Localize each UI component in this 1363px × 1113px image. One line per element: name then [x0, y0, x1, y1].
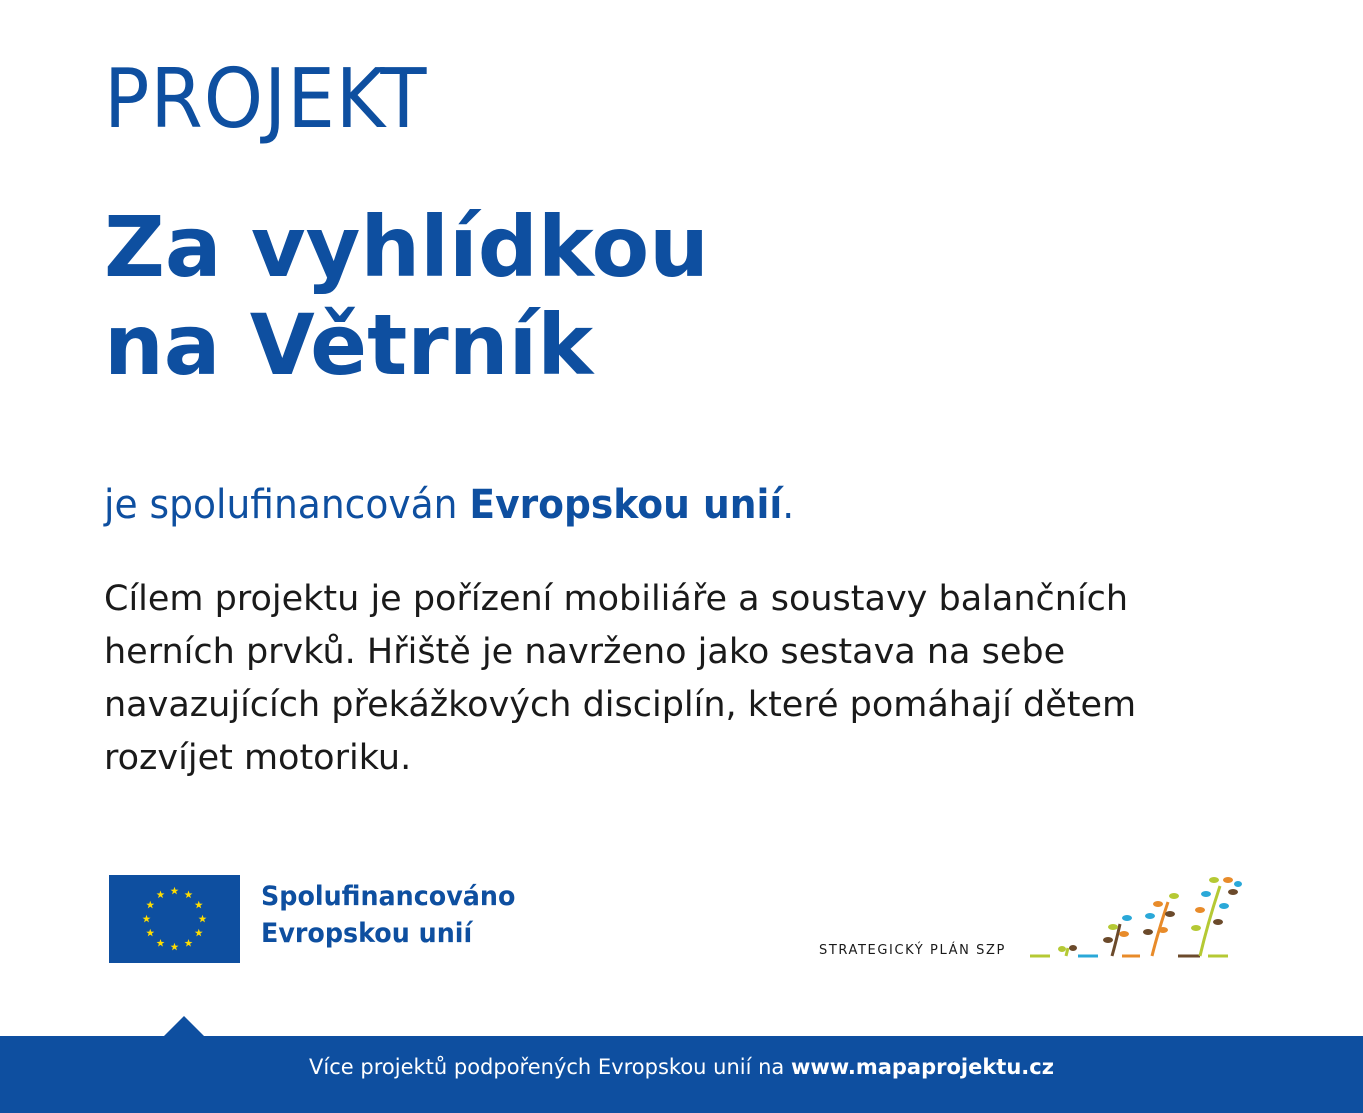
project-description: [104, 573, 1224, 785]
eu-star: [195, 929, 203, 937]
eu-star: [143, 915, 151, 923]
eu-star: [171, 887, 179, 895]
description-line: navazujících překážkových disciplín, které pomáhají dětem: [104, 685, 1137, 725]
cofinancing-prefix: je spolufinancován: [104, 482, 470, 528]
eu-cofinanced-label: [261, 878, 515, 952]
eu-star: [185, 891, 193, 899]
eu-star: [195, 901, 203, 909]
eu-star: [157, 891, 165, 899]
footer-prefix: Více projektů podpořených Evropskou unií na: [309, 1055, 791, 1079]
project-title: [104, 198, 709, 394]
eu-cofinanced-line-2: Evropskou unií: [261, 918, 473, 949]
project-title-line-1: Za vyhlídkou: [104, 198, 709, 296]
description-line: herních prvků. Hřiště je navrženo jako sestava na sebe: [104, 632, 1066, 672]
eu-star: [157, 939, 165, 947]
project-title-line-2: na Větrník: [104, 296, 594, 394]
description-line: Cílem projektu je pořízení mobiliáře a soustavy balančních: [104, 579, 1129, 619]
cofinancing-emphasis: Evropskou unií: [469, 482, 783, 528]
eu-star: [146, 901, 154, 909]
eu-star: [199, 915, 207, 923]
footer-text: [0, 1036, 1363, 1098]
eu-star: [146, 929, 154, 937]
cofinancing-suffix: .: [782, 482, 795, 528]
footer-notch: [163, 1016, 205, 1037]
eu-flag-icon: [109, 875, 240, 963]
project-label: PROJEKT: [104, 52, 428, 147]
eu-star: [185, 939, 193, 947]
cofinancing-statement: [104, 480, 794, 530]
szp-sprouts-logo: [1028, 872, 1244, 964]
szp-label: STRATEGICKÝ PLÁN SZP: [819, 943, 1006, 958]
eu-cofinanced-line-1: Spolufinancováno: [261, 881, 516, 912]
eu-star: [171, 943, 179, 951]
description-line: rozvíjet motoriku.: [104, 738, 412, 778]
footer-link[interactable]: www.mapaprojektu.cz: [790, 1055, 1054, 1079]
